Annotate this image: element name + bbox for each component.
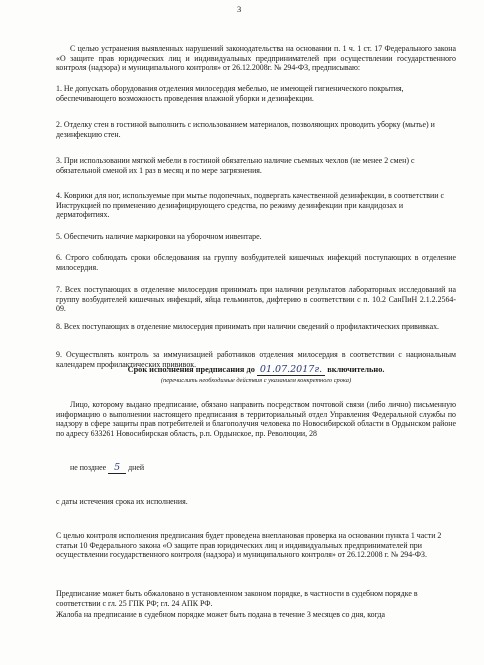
appeal-paragraph-1: Предписание может быть обжаловано в установленном законом порядке, в частности в судебном порядке в соответствии с гл. 25 ГПК РФ; гл. 24 АПК РФ. <box>56 589 418 608</box>
days-handwritten: 5 <box>108 462 126 474</box>
deadline-line <box>56 364 456 375</box>
item-1: 1. Не допускать оборудования отделения милосердия мебелью, не имеющей гигиенического покрытия, обеспечивающего возможность проведения влажной уборки и дезинфекции. <box>56 84 404 103</box>
item-6: 6. Строго соблюдать сроки обследования на группу возбудителей кишечных инфекций поступающих в отделение милосердия. <box>56 253 456 272</box>
item-4: 4. Коврики для ног, используемые при мытье подопечных, подвергать качественной дезинфекции, в соответствии с Инструкцией по применению дезинфицирующего средства, по режиму дезинфекции при кандидозах и дерматофитиях. <box>56 191 444 220</box>
control-paragraph: С целью контроля исполнения предписания будет проведена внеплановая проверка на основании пункта 1 части 2 статьи 10 Федерального закона «О защите прав юридических лиц и индивидуальных предпринимателей при осуществлении государственного контроля (надзора) и муниципального контроля» от 26.12.2008 г. № 294-ФЗ. <box>56 531 442 560</box>
item-8: 8. Всех поступающих в отделение милосердия принимать при наличии сведений о профилактических прививках. <box>56 322 439 331</box>
item-2: 2. Отделку стен в гостиной выполнить с использованием материалов, позволяющих проводить уборку (мытье) и дезинфекцию стен. <box>56 120 435 139</box>
item-5: 5. Обеспечить наличие маркировки на уборочном инвентаре. <box>56 232 262 241</box>
page-number: 3 <box>237 4 242 14</box>
from-date-line: с даты истечения срока их исполнения. <box>56 497 188 506</box>
not-later-line <box>56 463 470 473</box>
not-later-prefix: не позднее <box>70 463 107 472</box>
deadline-prefix: Срок исполнения предписания до <box>127 365 255 374</box>
info-paragraph: Лицо, которому выдано предписание, обязано направить посредством почтовой связи (либо лично) письменную информацию о выполнении настоящего предписания в территориальный отдел Управления Федеральной службы по надзору в сфере защиты прав потребителей и благополучия человека по Новосибирской области в Ордынском районе по адресу 633261 Новосибирская область, р.п. Ордынское, пр. Революции, 28 <box>56 400 456 438</box>
not-later-suffix: дней <box>128 463 145 472</box>
item-3: 3. При использовании мягкой мебели в гостиной обязательно наличие съемных чехлов (не менее 2 смен) с обязательной сменой их 1 раз в месяц и по мере загрязнения. <box>56 156 415 175</box>
item-7: 7. Всех поступающих в отделение милосердия принимать при наличии результатов лабораторных исследований на группу возбудителей кишечных инфекций, яйца гельминтов, дифтерию в соответствии с п. 10.2 СанПиН 2.1.2.2564-09. <box>56 285 456 314</box>
intro-paragraph: С целью устранения выявленных нарушений законодательства на основании п. 1 ч. 1 ст. 17 Федерального закона «О защите прав юридических лиц и индивидуальных предпринимателей при осуществлении государственного контроля (надзора) и муниципального контроля» от 26.12.2008г. № 294-ФЗ, предписываю: <box>56 44 456 73</box>
deadline-suffix: включительно. <box>327 365 385 374</box>
appeal-paragraph-2: Жалоба на предписание в судебном порядке может быть подана в течение 3 месяцев со дня, когда <box>56 610 385 619</box>
deadline-date-handwritten: 01.07.2017г. <box>257 364 325 376</box>
item-9: 9. Осуществлять контроль за иммунизацией работников отделения милосердия в соответствии с национальным календарем профилактических прививок. <box>56 350 456 369</box>
deadline-note: (перечислить необходимые действия с указанием конкретного срока) <box>160 377 352 384</box>
